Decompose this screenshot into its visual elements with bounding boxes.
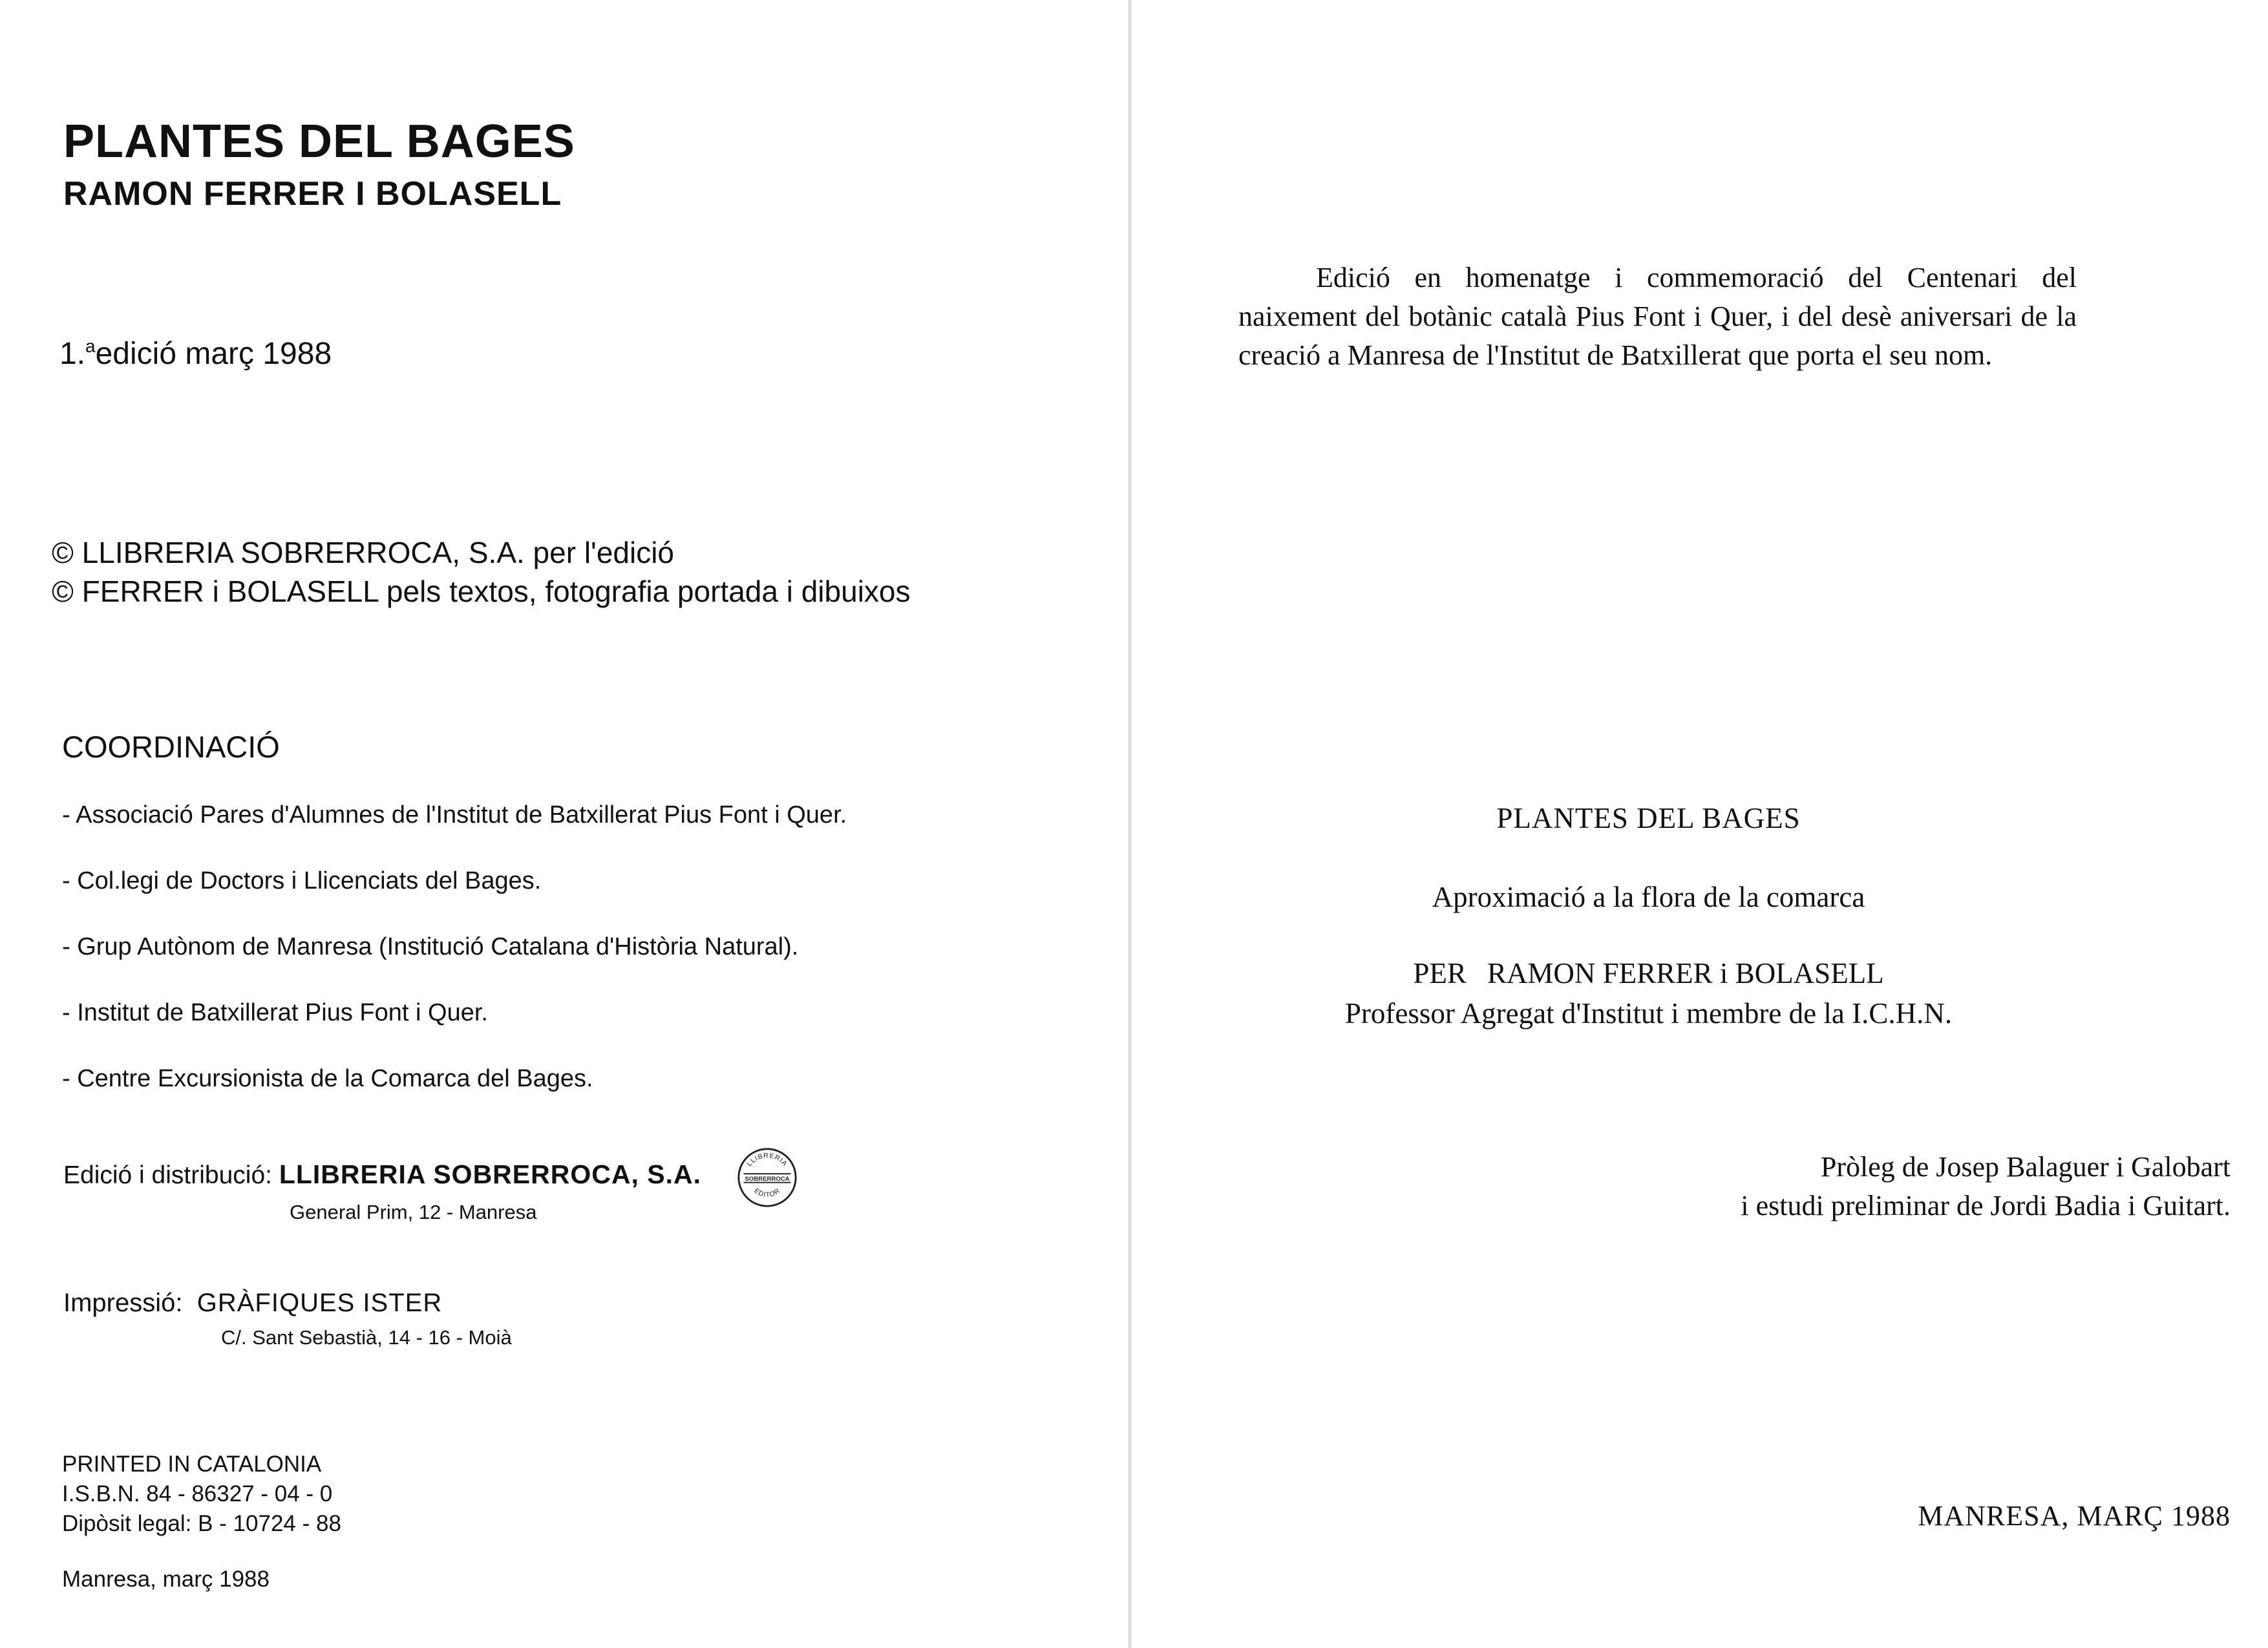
right-page <box>1132 0 2268 1648</box>
edition-text: edició març 1988 <box>95 337 332 371</box>
copyright-publisher: © LLIBRERIA SOBRERROCA, S.A. per l'edició <box>52 536 675 569</box>
printed-in: PRINTED IN CATALONIA <box>62 1452 322 1477</box>
svg-text:SOBRERROCA: SOBRERROCA <box>745 1175 790 1183</box>
book-title: PLANTES DEL BAGES <box>63 116 575 167</box>
printing-name: GRÀFIQUES ISTER <box>196 1289 443 1317</box>
title-page-subtitle: Aproximació a la flora de la comarca <box>1432 881 1865 913</box>
left-page <box>0 0 1131 1648</box>
author-role: Professor Agregat d'Institut i membre de la I.C.H.N. <box>1344 997 1953 1030</box>
printing-label: Impressió: <box>63 1289 183 1317</box>
book-author: RAMON FERRER I BOLASELL <box>63 175 562 213</box>
place-date: Manresa, març 1988 <box>62 1567 270 1592</box>
printing-line <box>63 1289 442 1318</box>
edition-prefix: 1. <box>59 337 86 371</box>
book-gutter <box>1128 0 1132 1648</box>
printing-address: C/. Sant Sebastià, 14 - 16 - Moià <box>221 1326 512 1349</box>
title-page-place-date: MANRESA, MARÇ 1988 <box>1918 1500 2231 1532</box>
distribution-label: Edició i distribució: <box>63 1161 272 1189</box>
edition-ordinal: a <box>85 336 96 356</box>
title-page-title: PLANTES DEL BAGES <box>1496 802 1801 834</box>
svg-text:LLIBRERIA: LLIBRERIA <box>745 1152 789 1168</box>
svg-text:EDITOR: EDITOR <box>752 1187 782 1199</box>
coordination-item: - Institut de Batxillerat Pius Font i Quer. <box>62 999 488 1026</box>
edition-line <box>59 336 332 372</box>
distribution-name: LLIBRERIA SOBRERROCA, S.A. <box>279 1159 701 1189</box>
title-page-author-line <box>1229 956 2068 990</box>
copyright-author: © FERRER i BOLASELL pels textos, fotografia portada i dibuixos <box>52 575 911 608</box>
coordination-item: - Grup Autònom de Manresa (Institució Catalana d'Història Natural). <box>62 933 799 960</box>
by-label: PER <box>1413 957 1467 989</box>
coordination-item: - Associació Pares d'Alumnes de l'Institut de Batxillerat Pius Font i Quer. <box>62 801 847 829</box>
distribution-address: General Prim, 12 - Manresa <box>290 1201 537 1223</box>
coordination-item: - Centre Excursionista de la Comarca del Bages. <box>62 1065 593 1092</box>
preliminary-study-credit: i estudi preliminar de Jordi Badia i Guitart. <box>1741 1190 2231 1221</box>
legal-deposit: Dipòsit legal: B - 10724 - 88 <box>62 1511 341 1536</box>
coordination-heading: COORDINACIÓ <box>62 730 280 764</box>
isbn: I.S.B.N. 84 - 86327 - 04 - 0 <box>62 1481 333 1506</box>
title-page-author: RAMON FERRER i BOLASELL <box>1487 957 1884 989</box>
prologue-credit: Pròleg de Josep Balaguer i Galobart <box>1820 1151 2231 1183</box>
distribution-line <box>63 1159 701 1190</box>
dedication-paragraph: Edició en homenatge i commemoració del Centenari del naixement del botànic català Pius Font i Quer, i del desè aniversari de la creació a Manresa de l'Institut de Batxillerat que porta el seu nom. <box>1238 262 2077 371</box>
publisher-seal-icon <box>736 1146 798 1209</box>
coordination-item: - Col.legi de Doctors i Llicenciats del Bages. <box>62 867 542 894</box>
